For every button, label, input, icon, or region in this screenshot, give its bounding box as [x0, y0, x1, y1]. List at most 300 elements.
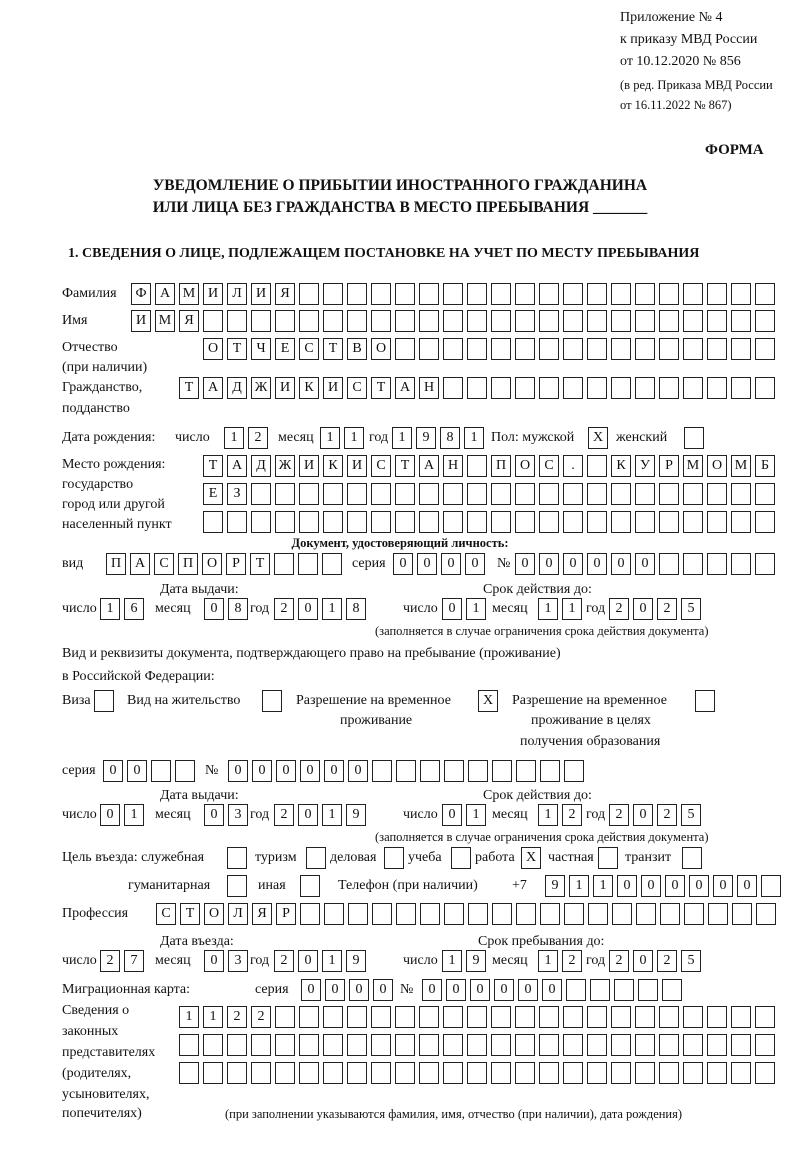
char-cell[interactable]: В	[347, 338, 367, 360]
char-cell[interactable]	[467, 283, 487, 305]
char-cell[interactable]	[731, 1034, 751, 1056]
char-cell[interactable]	[323, 283, 343, 305]
char-cell[interactable]	[419, 338, 439, 360]
char-cell[interactable]	[491, 1006, 511, 1028]
char-cell[interactable]	[659, 1006, 679, 1028]
char-cell[interactable]	[323, 310, 343, 332]
char-cell[interactable]	[587, 483, 607, 505]
char-cell[interactable]	[443, 1062, 463, 1084]
char-cell[interactable]: А	[227, 455, 247, 477]
char-cell[interactable]: 6	[124, 598, 144, 620]
char-cell[interactable]	[515, 338, 535, 360]
char-cell[interactable]	[396, 903, 416, 925]
char-cell[interactable]	[755, 511, 775, 533]
char-cell[interactable]	[451, 847, 471, 869]
char-cell[interactable]: 1	[322, 804, 342, 826]
char-cell[interactable]	[516, 903, 536, 925]
char-cell[interactable]: С	[539, 455, 559, 477]
char-cell[interactable]: Л	[227, 283, 247, 305]
char-cell[interactable]: X	[521, 847, 541, 869]
char-cell[interactable]	[175, 760, 195, 782]
char-cell[interactable]: 2	[657, 950, 677, 972]
char-cell[interactable]: 0	[563, 553, 583, 575]
char-cell[interactable]: 2	[562, 950, 582, 972]
char-cell[interactable]	[611, 483, 631, 505]
char-cell[interactable]	[731, 283, 751, 305]
char-cell[interactable]	[467, 455, 487, 477]
char-cell[interactable]: 0	[298, 804, 318, 826]
char-cell[interactable]: 0	[641, 875, 661, 897]
char-cell[interactable]: И	[323, 377, 343, 399]
char-cell[interactable]: 8	[440, 427, 460, 449]
char-cell[interactable]: Н	[443, 455, 463, 477]
char-cell[interactable]	[491, 483, 511, 505]
char-cell[interactable]: 0	[204, 804, 224, 826]
char-cell[interactable]	[755, 283, 775, 305]
char-cell[interactable]	[395, 1034, 415, 1056]
char-cell[interactable]	[635, 338, 655, 360]
char-cell[interactable]	[419, 1062, 439, 1084]
char-cell[interactable]	[275, 1062, 295, 1084]
char-cell[interactable]	[683, 483, 703, 505]
char-cell[interactable]: 0	[300, 760, 320, 782]
char-cell[interactable]	[443, 1034, 463, 1056]
char-cell[interactable]	[659, 1034, 679, 1056]
char-cell[interactable]	[683, 511, 703, 533]
char-cell[interactable]: М	[179, 283, 199, 305]
char-cell[interactable]	[395, 283, 415, 305]
char-cell[interactable]	[443, 1006, 463, 1028]
char-cell[interactable]	[659, 310, 679, 332]
char-cell[interactable]: 0	[539, 553, 559, 575]
char-cell[interactable]	[755, 377, 775, 399]
char-cell[interactable]	[420, 903, 440, 925]
char-cell[interactable]	[274, 553, 294, 575]
char-cell[interactable]: М	[155, 310, 175, 332]
char-cell[interactable]: А	[203, 377, 223, 399]
char-cell[interactable]	[420, 760, 440, 782]
char-cell[interactable]	[683, 338, 703, 360]
char-cell[interactable]: М	[683, 455, 703, 477]
char-cell[interactable]: 8	[228, 598, 248, 620]
char-cell[interactable]: А	[419, 455, 439, 477]
char-cell[interactable]	[516, 760, 536, 782]
char-cell[interactable]	[227, 875, 247, 897]
char-cell[interactable]	[300, 875, 320, 897]
char-cell[interactable]	[539, 1034, 559, 1056]
char-cell[interactable]: 9	[416, 427, 436, 449]
char-cell[interactable]: 2	[274, 950, 294, 972]
char-cell[interactable]	[251, 511, 271, 533]
char-cell[interactable]	[611, 377, 631, 399]
char-cell[interactable]	[611, 1034, 631, 1056]
char-cell[interactable]	[467, 1034, 487, 1056]
char-cell[interactable]	[444, 903, 464, 925]
char-cell[interactable]: 0	[515, 553, 535, 575]
char-cell[interactable]	[347, 1034, 367, 1056]
char-cell[interactable]	[492, 903, 512, 925]
char-cell[interactable]	[635, 377, 655, 399]
char-cell[interactable]	[275, 511, 295, 533]
char-cell[interactable]	[151, 760, 171, 782]
char-cell[interactable]: И	[347, 455, 367, 477]
char-cell[interactable]	[611, 511, 631, 533]
char-cell[interactable]	[564, 903, 584, 925]
char-cell[interactable]	[372, 903, 392, 925]
char-cell[interactable]	[540, 760, 560, 782]
char-cell[interactable]	[443, 338, 463, 360]
char-cell[interactable]	[635, 283, 655, 305]
char-cell[interactable]: 0	[470, 979, 490, 1001]
char-cell[interactable]	[203, 1034, 223, 1056]
char-cell[interactable]	[299, 283, 319, 305]
char-cell[interactable]	[563, 283, 583, 305]
char-cell[interactable]	[684, 427, 704, 449]
char-cell[interactable]: 9	[466, 950, 486, 972]
char-cell[interactable]: 1	[124, 804, 144, 826]
char-cell[interactable]: 0	[100, 804, 120, 826]
char-cell[interactable]	[298, 553, 318, 575]
char-cell[interactable]: 0	[611, 553, 631, 575]
char-cell[interactable]	[322, 553, 342, 575]
char-cell[interactable]: О	[202, 553, 222, 575]
char-cell[interactable]: 0	[442, 804, 462, 826]
char-cell[interactable]	[587, 1006, 607, 1028]
char-cell[interactable]	[611, 1006, 631, 1028]
char-cell[interactable]	[683, 310, 703, 332]
char-cell[interactable]: Я	[252, 903, 272, 925]
char-cell[interactable]: 0	[417, 553, 437, 575]
char-cell[interactable]	[731, 1006, 751, 1028]
char-cell[interactable]: Я	[179, 310, 199, 332]
char-cell[interactable]	[707, 1034, 727, 1056]
char-cell[interactable]	[755, 483, 775, 505]
char-cell[interactable]: 1	[538, 598, 558, 620]
char-cell[interactable]	[323, 511, 343, 533]
char-cell[interactable]: 0	[422, 979, 442, 1001]
char-cell[interactable]: А	[130, 553, 150, 575]
char-cell[interactable]	[638, 979, 658, 1001]
char-cell[interactable]	[659, 338, 679, 360]
char-cell[interactable]	[636, 903, 656, 925]
char-cell[interactable]	[203, 310, 223, 332]
char-cell[interactable]	[443, 483, 463, 505]
char-cell[interactable]	[659, 377, 679, 399]
char-cell[interactable]	[587, 455, 607, 477]
char-cell[interactable]	[662, 979, 682, 1001]
char-cell[interactable]	[419, 1034, 439, 1056]
char-cell[interactable]	[635, 1034, 655, 1056]
char-cell[interactable]	[659, 483, 679, 505]
char-cell[interactable]: 0	[737, 875, 757, 897]
char-cell[interactable]: 0	[442, 598, 462, 620]
char-cell[interactable]: 1	[466, 598, 486, 620]
char-cell[interactable]	[588, 903, 608, 925]
char-cell[interactable]	[467, 310, 487, 332]
char-cell[interactable]: 0	[713, 875, 733, 897]
char-cell[interactable]: 2	[657, 804, 677, 826]
char-cell[interactable]	[395, 511, 415, 533]
char-cell[interactable]	[755, 1034, 775, 1056]
char-cell[interactable]	[612, 903, 632, 925]
char-cell[interactable]	[515, 1034, 535, 1056]
char-cell[interactable]: 3	[228, 950, 248, 972]
char-cell[interactable]	[443, 310, 463, 332]
char-cell[interactable]: Т	[250, 553, 270, 575]
char-cell[interactable]: X	[588, 427, 608, 449]
char-cell[interactable]	[227, 511, 247, 533]
char-cell[interactable]	[300, 903, 320, 925]
char-cell[interactable]	[587, 283, 607, 305]
char-cell[interactable]	[587, 1034, 607, 1056]
char-cell[interactable]	[761, 875, 781, 897]
char-cell[interactable]: 1	[344, 427, 364, 449]
char-cell[interactable]	[443, 283, 463, 305]
char-cell[interactable]: 0	[324, 760, 344, 782]
char-cell[interactable]	[707, 511, 727, 533]
char-cell[interactable]	[683, 553, 703, 575]
char-cell[interactable]	[659, 553, 679, 575]
char-cell[interactable]	[563, 1006, 583, 1028]
char-cell[interactable]: 0	[441, 553, 461, 575]
char-cell[interactable]	[227, 1034, 247, 1056]
char-cell[interactable]	[491, 338, 511, 360]
char-cell[interactable]: М	[731, 455, 751, 477]
char-cell[interactable]: Л	[228, 903, 248, 925]
char-cell[interactable]	[467, 1006, 487, 1028]
char-cell[interactable]: 1	[538, 950, 558, 972]
char-cell[interactable]	[515, 377, 535, 399]
char-cell[interactable]	[323, 1006, 343, 1028]
char-cell[interactable]: О	[515, 455, 535, 477]
char-cell[interactable]: 0	[252, 760, 272, 782]
char-cell[interactable]: 9	[545, 875, 565, 897]
char-cell[interactable]	[251, 483, 271, 505]
char-cell[interactable]: О	[707, 455, 727, 477]
char-cell[interactable]	[347, 1062, 367, 1084]
char-cell[interactable]: .	[563, 455, 583, 477]
char-cell[interactable]	[492, 760, 512, 782]
char-cell[interactable]	[614, 979, 634, 1001]
char-cell[interactable]	[635, 511, 655, 533]
char-cell[interactable]	[707, 283, 727, 305]
char-cell[interactable]: 0	[494, 979, 514, 1001]
char-cell[interactable]: С	[371, 455, 391, 477]
char-cell[interactable]: 9	[346, 804, 366, 826]
char-cell[interactable]: П	[491, 455, 511, 477]
char-cell[interactable]: К	[299, 377, 319, 399]
char-cell[interactable]: Р	[276, 903, 296, 925]
char-cell[interactable]: 1	[203, 1006, 223, 1028]
char-cell[interactable]	[371, 1006, 391, 1028]
char-cell[interactable]	[659, 1062, 679, 1084]
char-cell[interactable]	[203, 511, 223, 533]
char-cell[interactable]: 1	[442, 950, 462, 972]
char-cell[interactable]	[419, 310, 439, 332]
char-cell[interactable]	[467, 1062, 487, 1084]
char-cell[interactable]: 0	[617, 875, 637, 897]
char-cell[interactable]	[590, 979, 610, 1001]
char-cell[interactable]	[539, 1062, 559, 1084]
char-cell[interactable]: З	[227, 483, 247, 505]
char-cell[interactable]	[755, 338, 775, 360]
char-cell[interactable]	[587, 1062, 607, 1084]
char-cell[interactable]	[491, 1034, 511, 1056]
char-cell[interactable]: 1	[569, 875, 589, 897]
char-cell[interactable]	[299, 511, 319, 533]
char-cell[interactable]	[275, 1006, 295, 1028]
char-cell[interactable]: 0	[373, 979, 393, 1001]
char-cell[interactable]: 1	[392, 427, 412, 449]
char-cell[interactable]	[395, 1062, 415, 1084]
char-cell[interactable]: 0	[465, 553, 485, 575]
char-cell[interactable]: 2	[609, 804, 629, 826]
char-cell[interactable]: У	[635, 455, 655, 477]
char-cell[interactable]	[419, 511, 439, 533]
char-cell[interactable]	[396, 760, 416, 782]
char-cell[interactable]	[539, 377, 559, 399]
char-cell[interactable]: Б	[755, 455, 775, 477]
char-cell[interactable]	[563, 511, 583, 533]
char-cell[interactable]: Д	[251, 455, 271, 477]
char-cell[interactable]: К	[323, 455, 343, 477]
char-cell[interactable]: Е	[275, 338, 295, 360]
char-cell[interactable]: 0	[103, 760, 123, 782]
char-cell[interactable]	[755, 1062, 775, 1084]
char-cell[interactable]	[299, 1006, 319, 1028]
char-cell[interactable]	[371, 310, 391, 332]
char-cell[interactable]	[419, 283, 439, 305]
char-cell[interactable]	[467, 338, 487, 360]
char-cell[interactable]: Ф	[131, 283, 151, 305]
char-cell[interactable]: 0	[587, 553, 607, 575]
char-cell[interactable]: 2	[227, 1006, 247, 1028]
char-cell[interactable]	[323, 1034, 343, 1056]
char-cell[interactable]: Т	[371, 377, 391, 399]
char-cell[interactable]	[659, 283, 679, 305]
char-cell[interactable]: 0	[301, 979, 321, 1001]
char-cell[interactable]	[347, 483, 367, 505]
char-cell[interactable]	[731, 338, 751, 360]
char-cell[interactable]	[395, 1006, 415, 1028]
char-cell[interactable]	[251, 310, 271, 332]
char-cell[interactable]: 5	[681, 598, 701, 620]
char-cell[interactable]	[707, 1006, 727, 1028]
char-cell[interactable]: 1	[320, 427, 340, 449]
char-cell[interactable]: 0	[518, 979, 538, 1001]
char-cell[interactable]: И	[251, 283, 271, 305]
char-cell[interactable]	[203, 1062, 223, 1084]
char-cell[interactable]	[707, 377, 727, 399]
char-cell[interactable]: 2	[274, 598, 294, 620]
char-cell[interactable]	[299, 1062, 319, 1084]
char-cell[interactable]	[598, 847, 618, 869]
char-cell[interactable]: 2	[274, 804, 294, 826]
char-cell[interactable]	[564, 760, 584, 782]
char-cell[interactable]	[731, 377, 751, 399]
char-cell[interactable]: Т	[179, 377, 199, 399]
char-cell[interactable]	[682, 847, 702, 869]
char-cell[interactable]: 0	[689, 875, 709, 897]
char-cell[interactable]: 0	[635, 553, 655, 575]
char-cell[interactable]	[563, 1034, 583, 1056]
char-cell[interactable]	[587, 377, 607, 399]
char-cell[interactable]: Я	[275, 283, 295, 305]
char-cell[interactable]	[707, 310, 727, 332]
char-cell[interactable]	[731, 1062, 751, 1084]
char-cell[interactable]: 5	[681, 950, 701, 972]
char-cell[interactable]: 0	[633, 804, 653, 826]
char-cell[interactable]	[491, 511, 511, 533]
char-cell[interactable]	[563, 377, 583, 399]
char-cell[interactable]: 1	[224, 427, 244, 449]
char-cell[interactable]: 0	[325, 979, 345, 1001]
char-cell[interactable]	[563, 483, 583, 505]
char-cell[interactable]: К	[611, 455, 631, 477]
char-cell[interactable]: 2	[609, 950, 629, 972]
char-cell[interactable]	[444, 760, 464, 782]
char-cell[interactable]	[731, 553, 751, 575]
char-cell[interactable]	[731, 310, 751, 332]
char-cell[interactable]: 2	[100, 950, 120, 972]
char-cell[interactable]: Т	[395, 455, 415, 477]
char-cell[interactable]	[755, 1006, 775, 1028]
char-cell[interactable]	[660, 903, 680, 925]
char-cell[interactable]	[179, 1034, 199, 1056]
char-cell[interactable]	[371, 283, 391, 305]
char-cell[interactable]	[539, 483, 559, 505]
char-cell[interactable]	[515, 1006, 535, 1028]
char-cell[interactable]	[491, 1062, 511, 1084]
char-cell[interactable]: 0	[542, 979, 562, 1001]
char-cell[interactable]	[419, 483, 439, 505]
char-cell[interactable]	[684, 903, 704, 925]
char-cell[interactable]	[251, 1034, 271, 1056]
char-cell[interactable]: 0	[204, 950, 224, 972]
char-cell[interactable]	[732, 903, 752, 925]
char-cell[interactable]: А	[395, 377, 415, 399]
char-cell[interactable]	[467, 511, 487, 533]
char-cell[interactable]	[563, 338, 583, 360]
char-cell[interactable]	[515, 483, 535, 505]
char-cell[interactable]	[443, 377, 463, 399]
char-cell[interactable]: Т	[180, 903, 200, 925]
char-cell[interactable]	[731, 511, 751, 533]
char-cell[interactable]: О	[203, 338, 223, 360]
char-cell[interactable]: 0	[204, 598, 224, 620]
char-cell[interactable]: П	[106, 553, 126, 575]
char-cell[interactable]	[371, 1034, 391, 1056]
char-cell[interactable]: П	[178, 553, 198, 575]
char-cell[interactable]: 2	[657, 598, 677, 620]
char-cell[interactable]	[611, 310, 631, 332]
char-cell[interactable]: 0	[298, 598, 318, 620]
char-cell[interactable]: 1	[562, 598, 582, 620]
char-cell[interactable]	[707, 553, 727, 575]
char-cell[interactable]: 0	[665, 875, 685, 897]
char-cell[interactable]	[611, 283, 631, 305]
char-cell[interactable]	[348, 903, 368, 925]
char-cell[interactable]: X	[478, 690, 498, 712]
char-cell[interactable]: 7	[124, 950, 144, 972]
char-cell[interactable]	[515, 511, 535, 533]
char-cell[interactable]: О	[371, 338, 391, 360]
char-cell[interactable]	[347, 310, 367, 332]
char-cell[interactable]	[468, 903, 488, 925]
char-cell[interactable]	[468, 760, 488, 782]
char-cell[interactable]	[683, 1062, 703, 1084]
char-cell[interactable]	[371, 1062, 391, 1084]
